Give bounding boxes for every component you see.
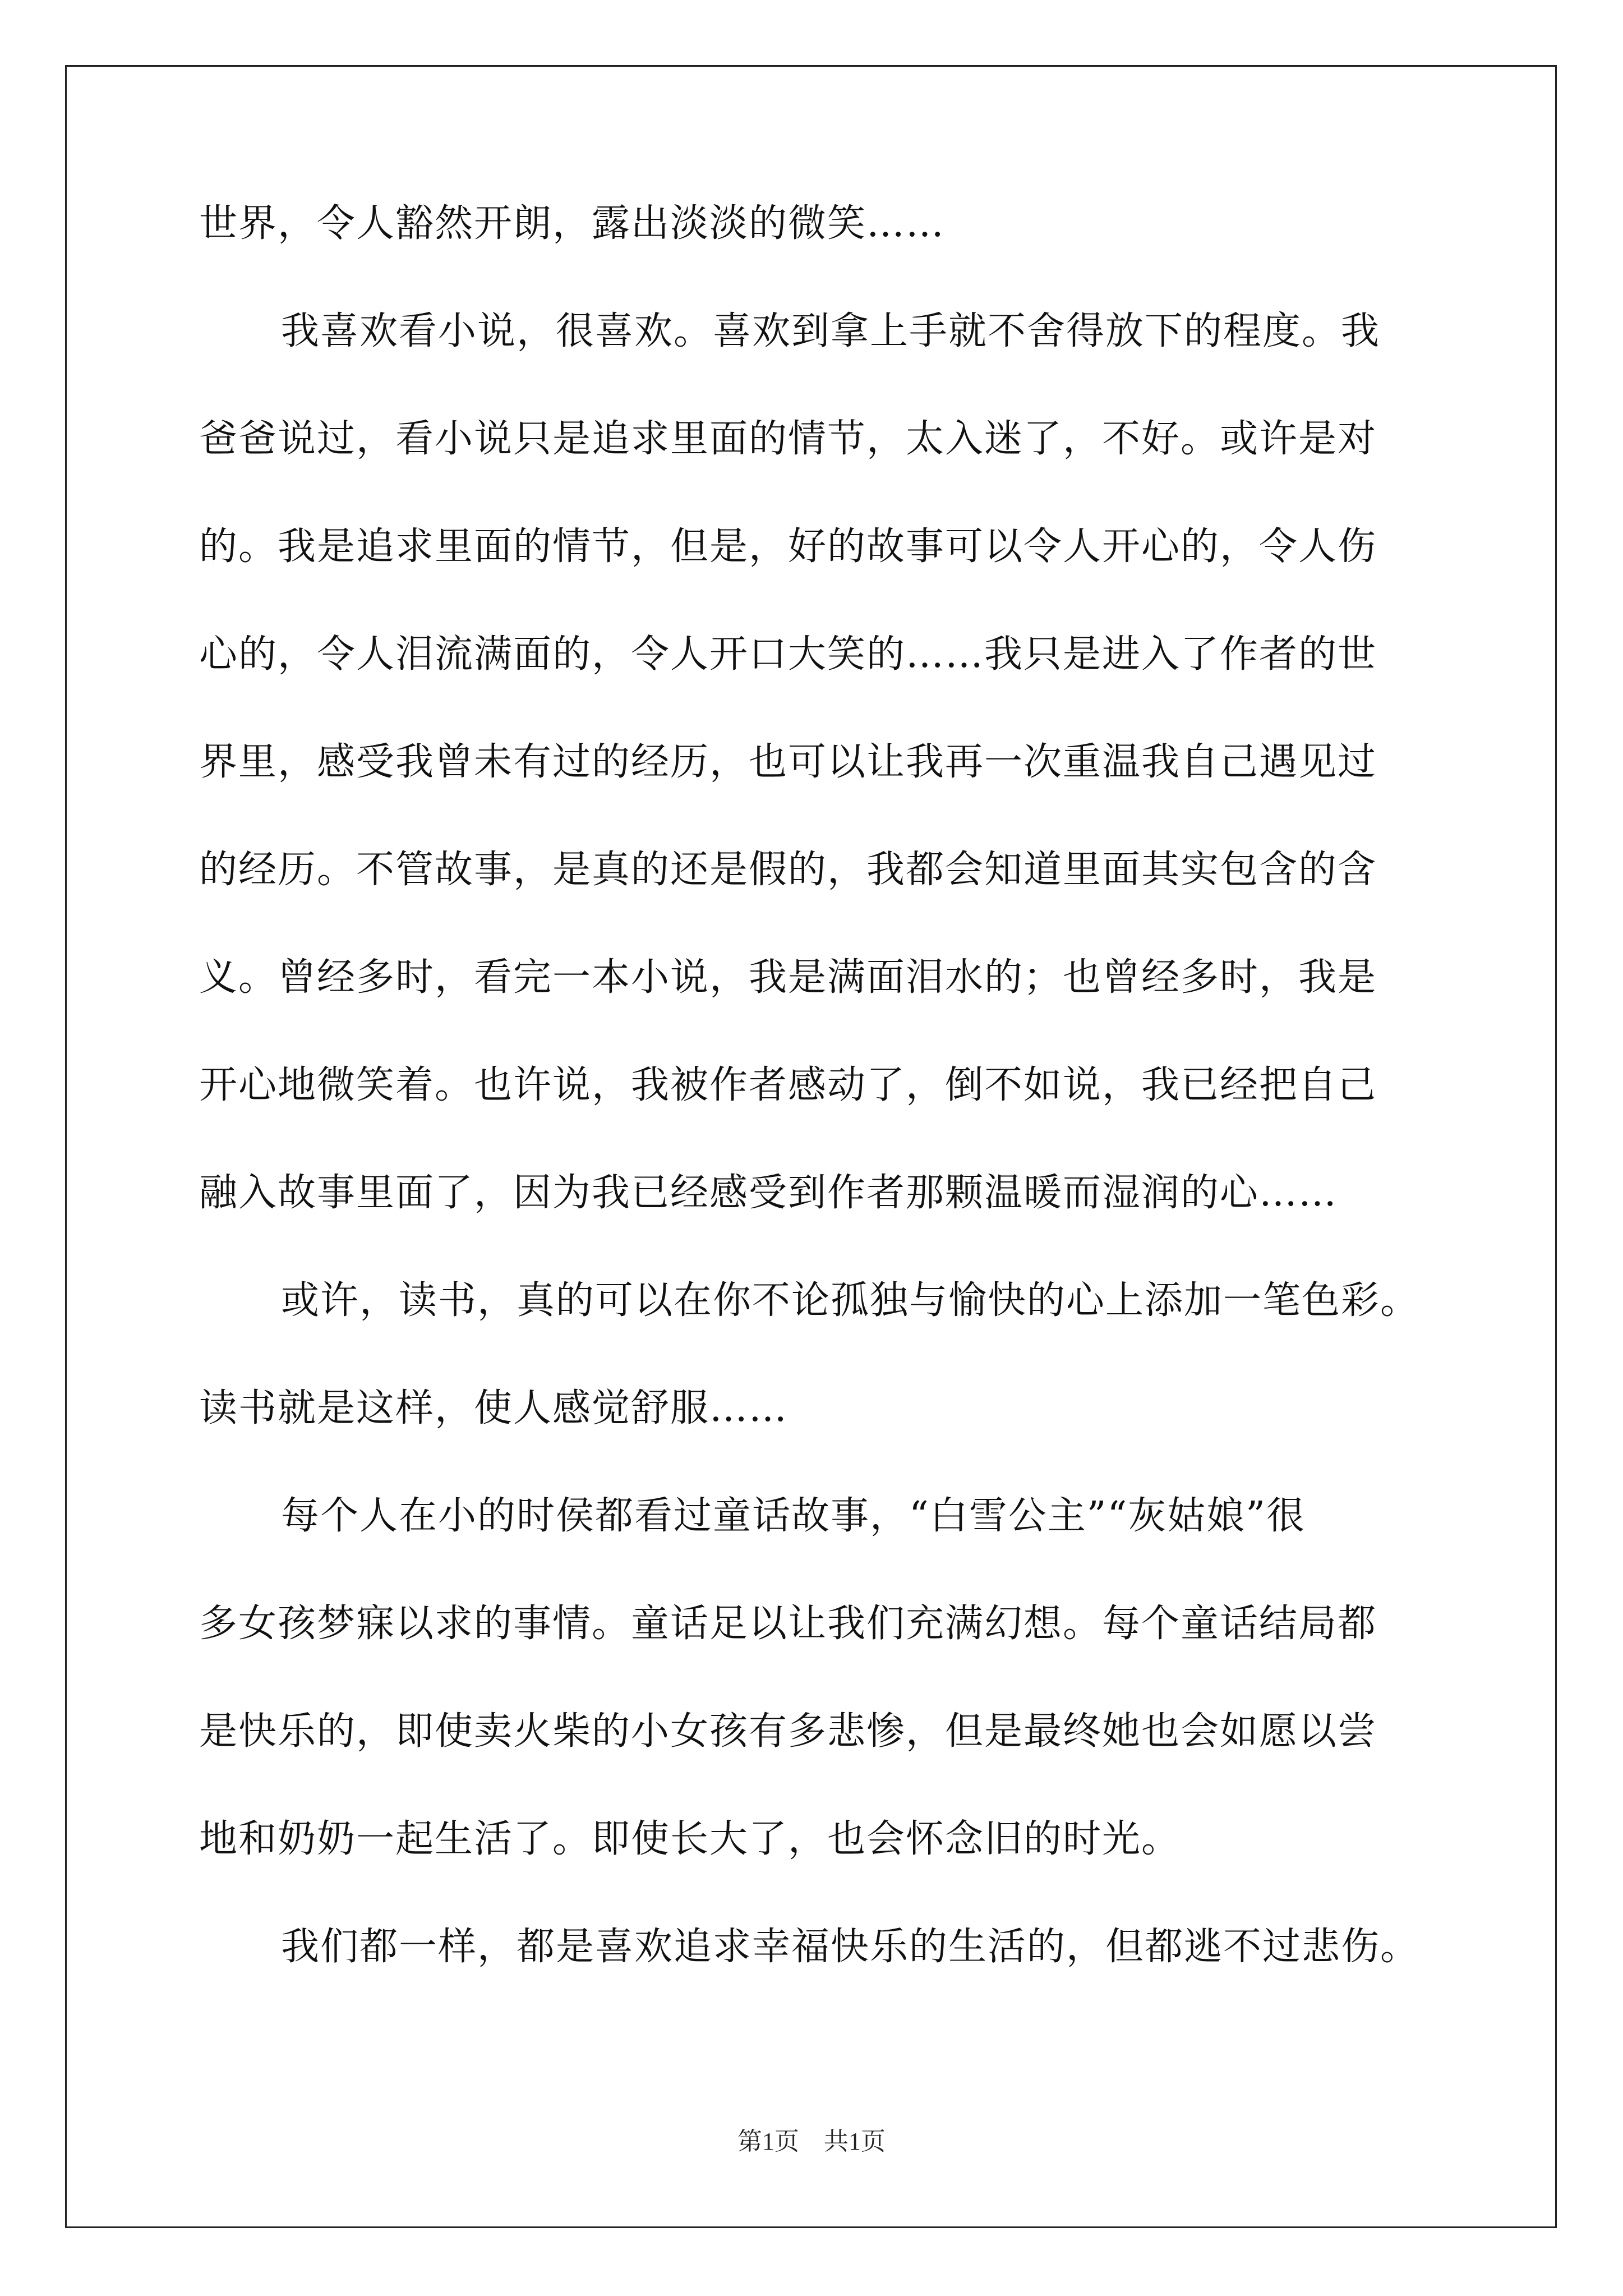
paragraph-start-line: 每个人在小的时侯都看过童话故事，“白雪公主”“灰姑娘”很	[281, 1494, 1306, 1538]
page-number: 第1页	[737, 2128, 799, 2155]
text-line: 开心地微笑着。也许说，我被作者感动了，倒不如说，我已经把自己	[199, 1063, 1377, 1107]
text-line: 世界，令人豁然开朗，露出淡淡的微笑……	[199, 201, 946, 246]
text-line: 读书就是这样，使人感觉舒服……	[199, 1386, 789, 1430]
text-line: 是快乐的，即使卖火柴的小女孩有多悲惨，但是最终她也会如愿以尝	[199, 1709, 1377, 1754]
text-line: 义。曾经多时，看完一本小说，我是满面泪水的；也曾经多时，我是	[199, 955, 1377, 1000]
paragraph-start-line: 我们都一样，都是喜欢追求幸福快乐的生活的，但都逃不过悲伤。	[281, 1925, 1420, 1969]
text-line: 的经历。不管故事，是真的还是假的，我都会知道里面其实包含的含	[199, 848, 1377, 892]
text-line: 多女孩梦寐以求的事情。童话足以让我们充满幻想。每个童话结局都	[199, 1602, 1377, 1646]
page-footer	[0, 2128, 1623, 2156]
paragraph-start-line: 我喜欢看小说，很喜欢。喜欢到拿上手就不舍得放下的程度。我	[281, 309, 1381, 353]
text-line: 融入故事里面了，因为我已经感受到作者那颗温暖而湿润的心……	[199, 1171, 1338, 1215]
document-body	[199, 202, 1450, 2033]
page-total: 共1页	[824, 2128, 886, 2155]
text-line: 地和奶奶一起生活了。即使长大了，也会怀念旧的时光。	[199, 1817, 1181, 1861]
text-line: 界里，感受我曾未有过的经历，也可以让我再一次重温我自己遇见过	[199, 740, 1377, 784]
paragraph-start-line: 或许，读书，真的可以在你不论孤独与愉快的心上添加一笔色彩。	[281, 1278, 1420, 1323]
text-line: 的。我是追求里面的情节，但是，好的故事可以令人开心的，令人伤	[199, 524, 1377, 569]
text-line: 心的，令人泪流满面的，令人开口大笑的……我只是进入了作者的世	[199, 632, 1377, 677]
text-line: 爸爸说过，看小说只是追求里面的情节，太入迷了，不好。或许是对	[199, 417, 1377, 461]
